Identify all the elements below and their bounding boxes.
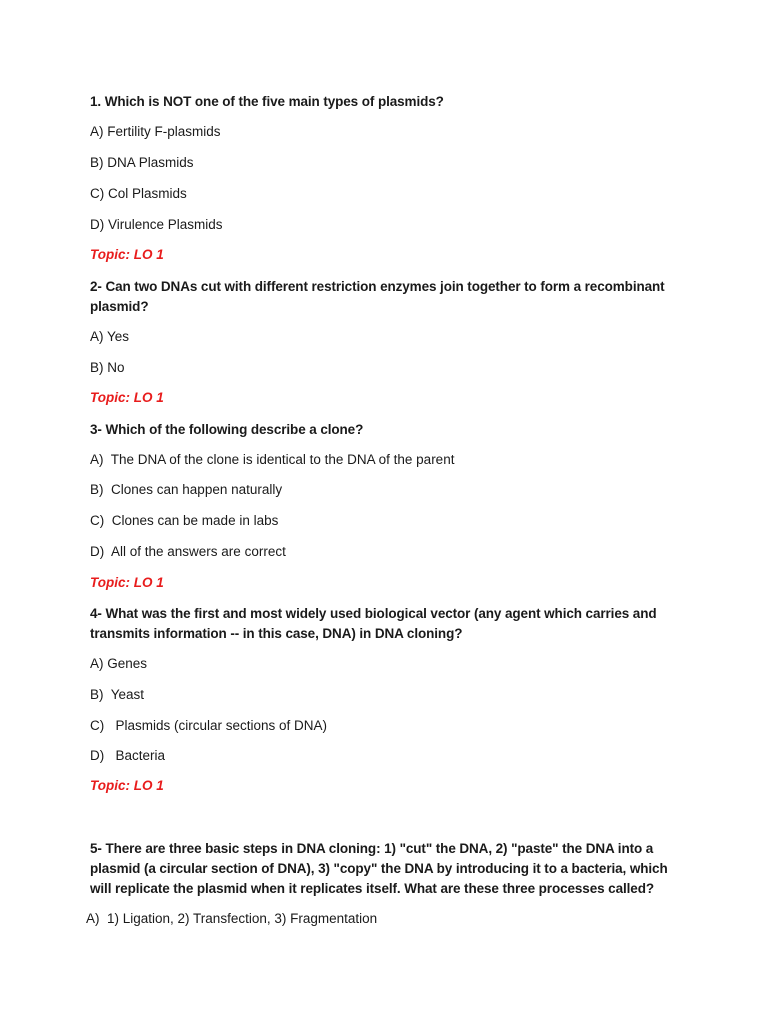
q3-option-c: C) Clones can be made in labs (90, 513, 279, 528)
q2-option-a: A) Yes (90, 329, 130, 344)
q3-option-d: D) All of the answers are correct (90, 544, 286, 559)
q2-topic: Topic: LO 1 (90, 390, 164, 405)
q1-option-c: C) Col Plasmids (90, 186, 187, 201)
q1-option-b: B) DNA Plasmids (90, 155, 194, 170)
q4-option-d: D) Bacteria (90, 748, 166, 763)
question-1: 1. Which is NOT one of the five main types of plasmids? (90, 94, 444, 109)
q3-topic: Topic: LO 1 (90, 575, 164, 590)
q1-topic: Topic: LO 1 (90, 247, 164, 262)
q3-option-a: A) The DNA of the clone is identical to the DNA of the parent (90, 452, 455, 467)
q2-option-b: B) No (90, 360, 125, 375)
q1-option-a: A) Fertility F-plasmids (90, 124, 221, 139)
question-5: 5- There are three basic steps in DNA cloning: 1) "cut" the DNA, 2) "paste" the DNA into a plasmid (a circular section of DNA), 3) "copy" the DNA by introducing it to a bacteria, which will replicate the plasmid when it replicates itself. What are these three processes called? (90, 841, 668, 896)
q4-option-a: A) Genes (90, 656, 148, 671)
q4-option-b: B) Yeast (90, 687, 145, 702)
q5-option-a: A) 1) Ligation, 2) Transfection, 3) Fragmentation (86, 911, 378, 926)
q3-option-b: B) Clones can happen naturally (90, 482, 283, 497)
q4-topic: Topic: LO 1 (90, 778, 164, 793)
question-4: 4- What was the first and most widely used biological vector (any agent which carries and transmits information -- in this case, DNA) in DNA cloning? (90, 606, 657, 641)
question-2: 2- Can two DNAs cut with different restriction enzymes join together to form a recombinant plasmid? (90, 279, 665, 314)
q4-option-c: C) Plasmids (circular sections of DNA) (90, 718, 328, 733)
q1-option-d: D) Virulence Plasmids (90, 217, 223, 232)
question-3: 3- Which of the following describe a clone? (90, 422, 364, 437)
